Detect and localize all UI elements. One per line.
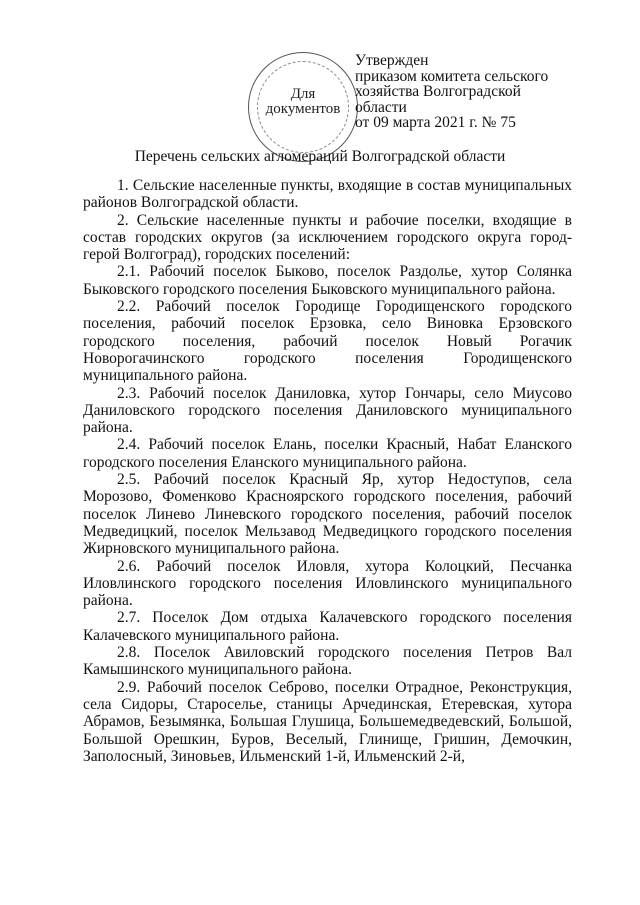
document-title: Перечень сельских агломераций Волгоградской области (134, 148, 506, 165)
paragraph-2-8: 2.8. Поселок Авиловский городского поселения Петров Вал Камышинского муниципального района. (83, 644, 572, 679)
approval-line4: области (355, 98, 407, 116)
paragraph-2-2: 2.2. Рабочий поселок Городище Городищенского городского поселения, рабочий поселок Ерзовка, село Виновка Ерзовского городского поселения, рабочий поселок Новый Рогачик Новорогачинского городского поселения Городищенского муниципального района. (83, 298, 572, 385)
approval-line2: приказом комитета сельского (355, 67, 549, 85)
paragraph-2-4: 2.4. Рабочий поселок Елань, поселки Красный, Набат Еланского городского поселения Еланского муниципального района. (83, 436, 572, 471)
paragraph-2-1: 2.1. Рабочий поселок Быково, поселок Раздолье, хутор Солянка Быковского городского поселения Быковского муниципального района. (83, 263, 572, 298)
paragraph-2-3: 2.3. Рабочий поселок Даниловка, хутор Гончары, село Миусово Даниловского городского поселения Даниловского муниципального района. (83, 384, 572, 437)
paragraph-1: 1. Сельские населенные пункты, входящие в состав муниципальных районов Волгоградской области. (83, 177, 572, 212)
paragraph-2-9: 2.9. Рабочий поселок Себрово, поселки Отрадное, Реконструкция, села Сидоры, Староселье, станицы Арчединская, Етеревская, хутора Абрамов, Безымянка, Большая Глушица, Большемедведевский, Большой, Большой Орешкин, Буров, Веселый, Глинище, Гришин, Демочкин, Заполосный, Зиновьев, Ильменский 1-й, Ильменский 2-й, (83, 678, 572, 765)
stamp-text-line2: документов (265, 101, 341, 117)
approval-line1: Утвержден (355, 52, 429, 69)
paragraph-2-5: 2.5. Рабочий поселок Красный Яр, хутор Недоступов, села Морозово, Фоменково Красноярского городского поселения, рабочий поселок Линево Линевского городского поселения, рабочий поселок Медведицкий, поселок Мельзавод Медведицкого городского поселения Жирновского муниципального района. (83, 471, 572, 558)
paragraph-2-6: 2.6. Рабочий поселок Иловля, хутора Колоцкий, Песчанка Иловлинского городского поселения Иловлинского муниципального района. (83, 557, 572, 610)
approval-block (355, 53, 605, 131)
approval-line5: от 09 марта 2021 г. № 75 (355, 114, 516, 131)
paragraph-2: 2. Сельские населенные пункты и рабочие поселки, входящие в состав городских округов (за исключением городского округа город-герой Волгоград), городских поселений: (83, 211, 572, 264)
approval-line3: хозяйства Волгоградской (355, 83, 521, 100)
stamp-text (249, 87, 357, 117)
paragraph-2-7: 2.7. Поселок Дом отдыха Калачевского городского поселения Калачевского муниципального района. (83, 609, 572, 644)
document-stamp (248, 52, 358, 162)
document-body (83, 177, 572, 765)
stamp-text-line1: Для (290, 86, 316, 102)
